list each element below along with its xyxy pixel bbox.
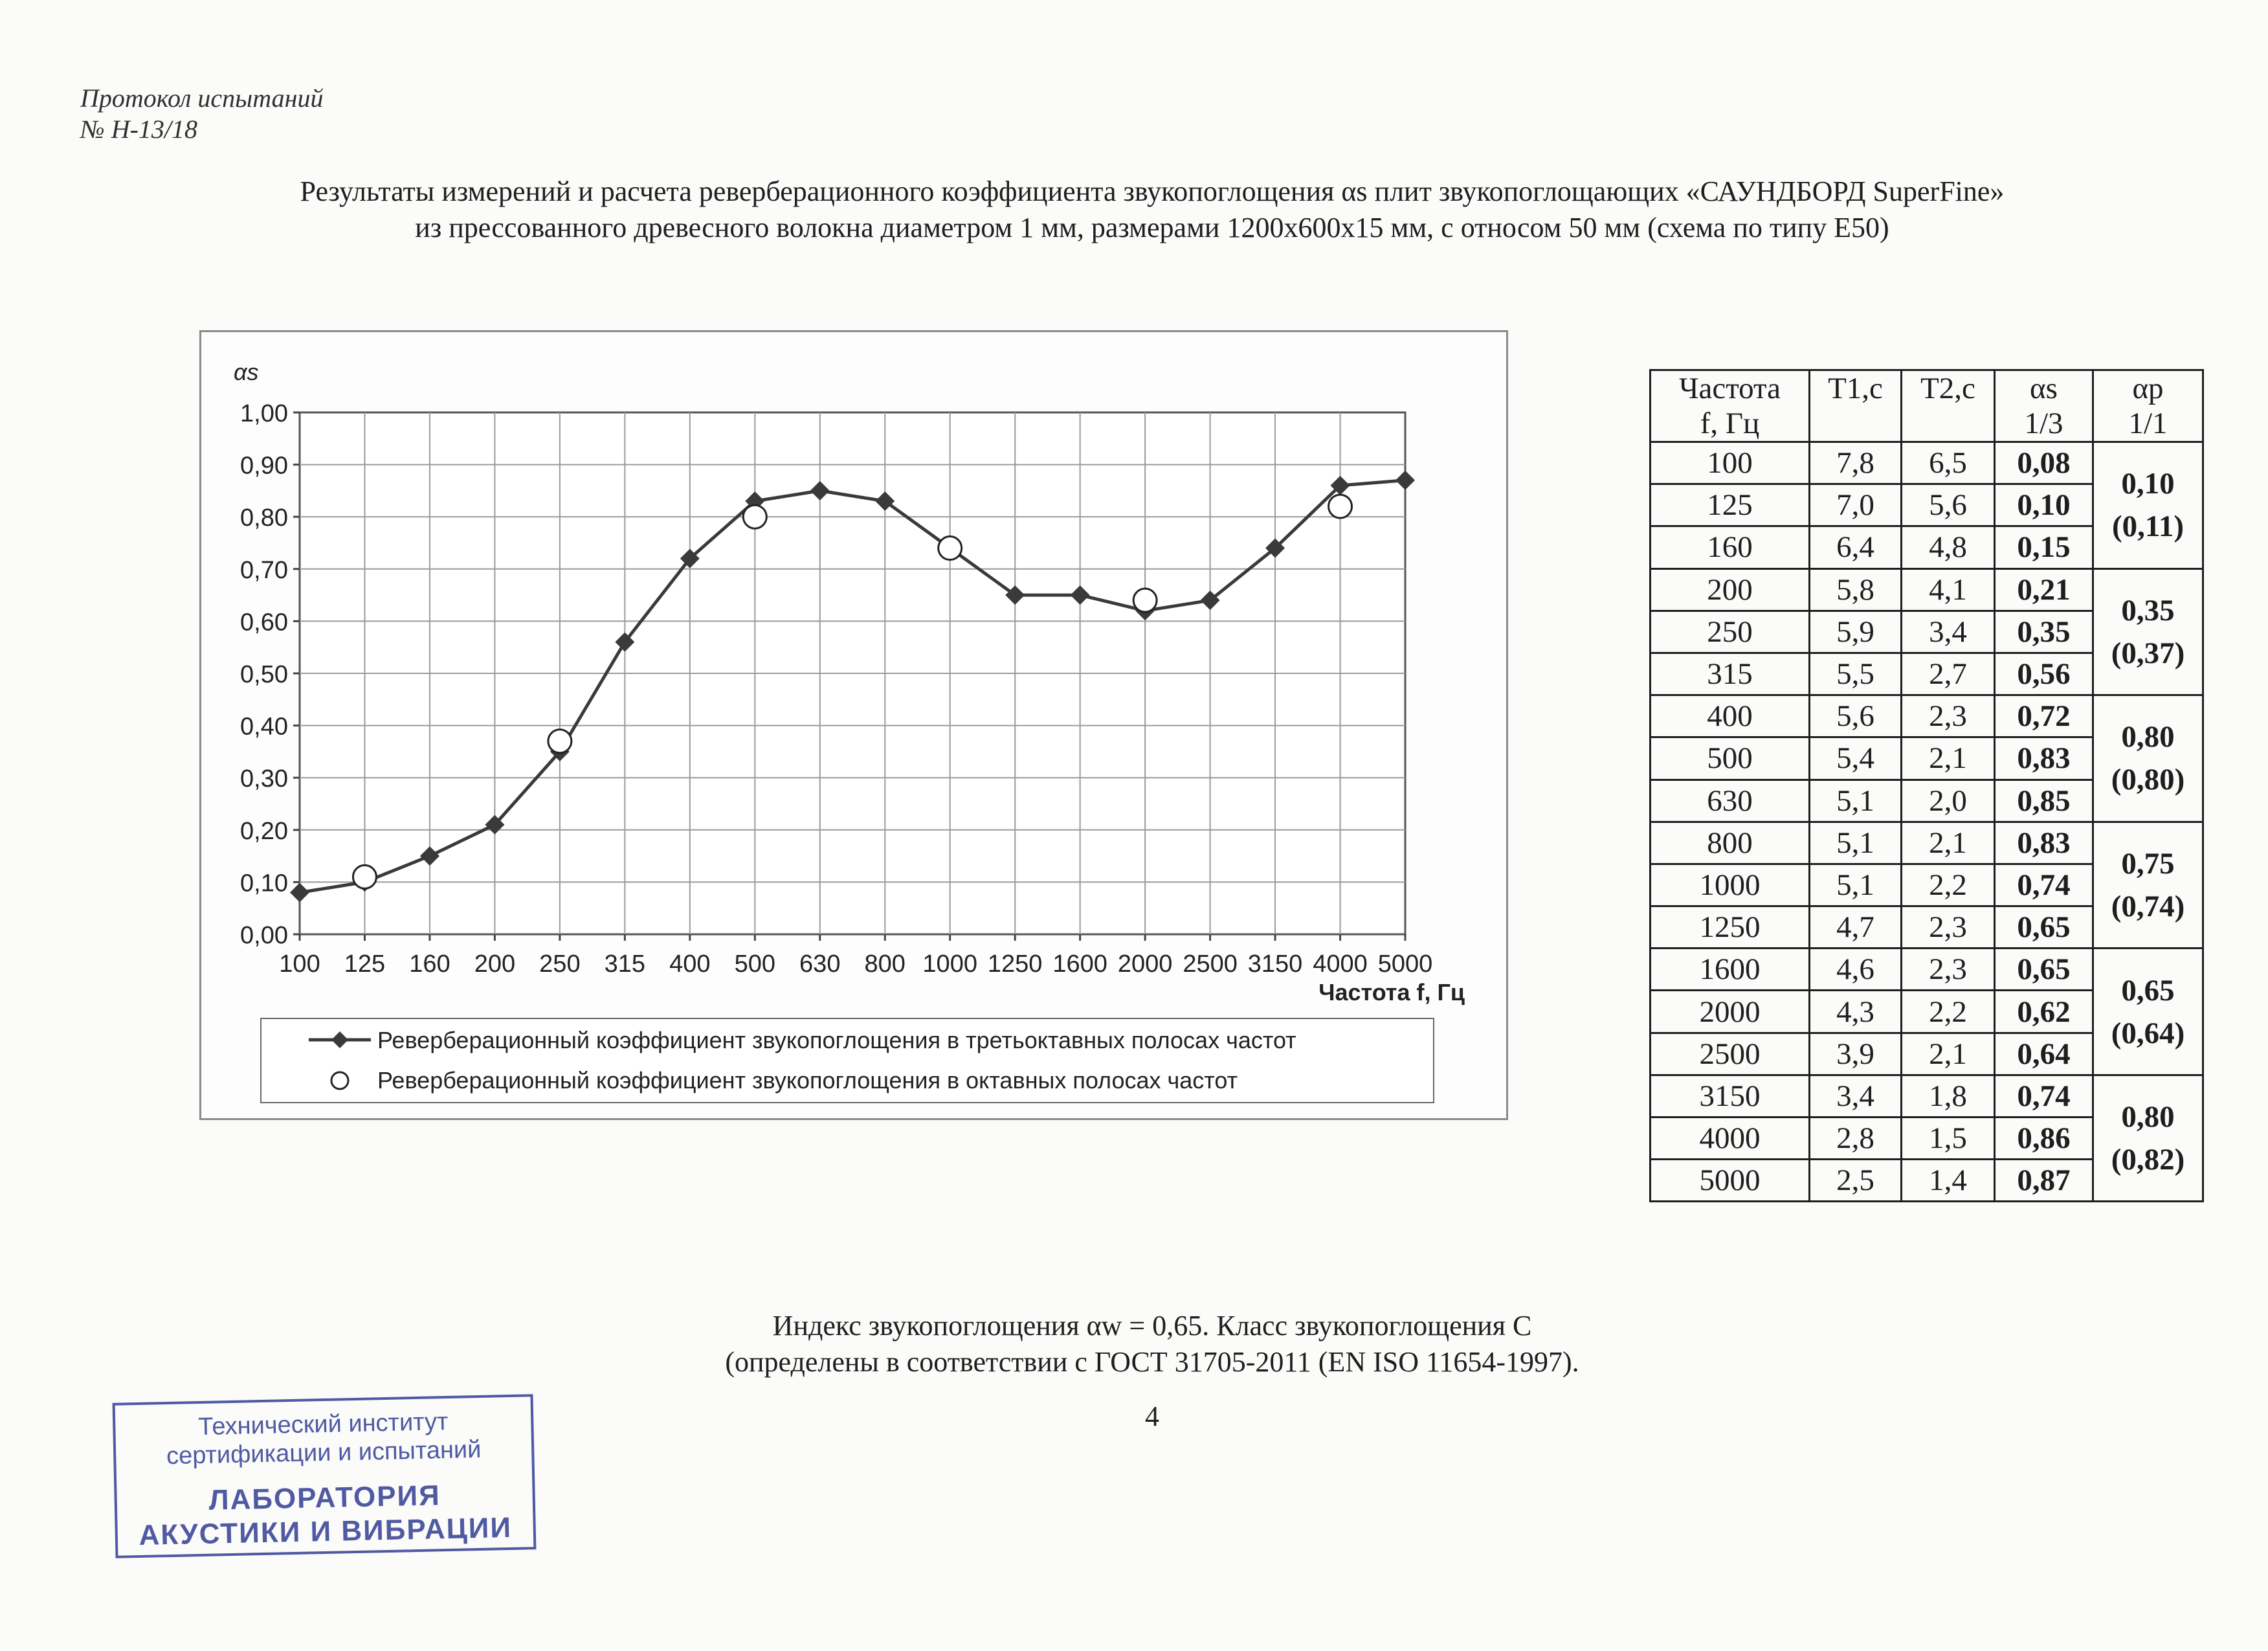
- cell-alpha-p-group: [2093, 822, 2203, 949]
- cell-frequency: 5000: [1651, 1160, 1810, 1202]
- cell-t1: 5,1: [1810, 822, 1902, 864]
- alpha-p-paren: (0,11): [2112, 510, 2184, 544]
- cell-frequency: 1250: [1651, 906, 1810, 949]
- page-number: 4: [1145, 1400, 1159, 1432]
- cell-t1: 2,5: [1810, 1160, 1902, 1202]
- header-t1: T1,c: [1810, 370, 1902, 442]
- y-tick-label: 0,60: [240, 609, 288, 636]
- legend-label-third-octave: Реверберационный коэффициент звукопоглощения в третьоктавных полосах частот: [377, 1027, 1296, 1053]
- x-tick-label: 200: [474, 950, 516, 978]
- cell-t2: 1,5: [1902, 1118, 1995, 1160]
- table-row: [1651, 1075, 2203, 1117]
- cell-alpha-s: 0,65: [1995, 906, 2093, 949]
- table-row: [1651, 949, 2203, 991]
- cell-alpha-s: 0,65: [1995, 949, 2093, 991]
- header-frequency: Частота f, Гц: [1651, 370, 1810, 442]
- x-tick-label: 2000: [1117, 950, 1173, 978]
- x-tick-label: 500: [734, 950, 775, 978]
- cell-alpha-s: 0,62: [1995, 991, 2093, 1033]
- header-alpha-p: αp 1/1: [2093, 370, 2203, 442]
- octave-point: [743, 505, 766, 528]
- alpha-p-paren: (0,80): [2111, 763, 2185, 797]
- cell-t1: 4,6: [1810, 949, 1902, 991]
- cell-alpha-s: 0,56: [1995, 653, 2093, 695]
- alpha-p-paren: (0,74): [2111, 889, 2185, 923]
- measurement-table: [1649, 369, 2204, 1202]
- x-axis-label: Частота f, Гц: [1318, 979, 1465, 1005]
- cell-alpha-p-group: [2093, 695, 2203, 822]
- cell-alpha-s: 0,08: [1995, 442, 2093, 484]
- table-header-row: [1651, 370, 2203, 442]
- cell-frequency: 630: [1651, 780, 1810, 822]
- x-tick-label: 100: [279, 950, 320, 978]
- y-tick-label: 0,10: [240, 870, 288, 897]
- cell-alpha-s: 0,74: [1995, 1075, 2093, 1117]
- octave-point: [548, 730, 572, 753]
- cell-t1: 2,8: [1810, 1118, 1902, 1160]
- cell-t1: 7,8: [1810, 442, 1902, 484]
- cell-t2: 2,0: [1902, 780, 1995, 822]
- cell-t1: 5,1: [1810, 780, 1902, 822]
- cell-frequency: 125: [1651, 484, 1810, 526]
- title-line2: из прессованного древесного волокна диаметром 1 мм, размерами 1200x600x15 мм, с относом 50 мм (схема по типу Е50): [415, 212, 1889, 243]
- cell-alpha-p-group: [2093, 1075, 2203, 1202]
- protocol-header: [80, 83, 323, 145]
- alpha-p-paren: (0,82): [2111, 1143, 2185, 1177]
- x-tick-label: 160: [409, 950, 450, 978]
- cell-t1: 5,4: [1810, 737, 1902, 780]
- protocol-number: № Н-13/18: [80, 115, 198, 144]
- protocol-header-line1: Протокол испытаний: [80, 84, 324, 113]
- table-body: [1651, 442, 2203, 1202]
- x-tick-label: 630: [799, 950, 841, 978]
- cell-frequency: 400: [1651, 695, 1810, 737]
- table-row: [1651, 822, 2203, 864]
- cell-alpha-s: 0,83: [1995, 737, 2093, 780]
- cell-alpha-s: 0,15: [1995, 526, 2093, 568]
- cell-t2: 2,2: [1902, 864, 1995, 906]
- alpha-p-value: 0,80: [2121, 1100, 2175, 1134]
- cell-alpha-s: 0,10: [1995, 484, 2093, 526]
- y-tick-label: 0,90: [240, 452, 288, 480]
- alpha-p-value: 0,10: [2121, 467, 2175, 501]
- cell-t2: 4,8: [1902, 526, 1995, 568]
- table-row: [1651, 695, 2203, 737]
- cell-frequency: 200: [1651, 568, 1810, 611]
- cell-t1: 5,8: [1810, 568, 1902, 611]
- cell-alpha-s: 0,74: [1995, 864, 2093, 906]
- cell-t1: 5,9: [1810, 611, 1902, 653]
- alpha-p-paren: (0,37): [2111, 636, 2185, 670]
- x-tick-label: 3150: [1247, 950, 1303, 978]
- cell-t1: 5,5: [1810, 653, 1902, 695]
- cell-t2: 2,3: [1902, 906, 1995, 949]
- octave-point: [353, 865, 376, 888]
- cell-frequency: 100: [1651, 442, 1810, 484]
- cell-t2: 2,3: [1902, 695, 1995, 737]
- x-tick-label: 4000: [1313, 950, 1368, 978]
- header-alpha-s: αs 1/3: [1995, 370, 2093, 442]
- cell-alpha-s: 0,83: [1995, 822, 2093, 864]
- x-tick-label: 800: [864, 950, 906, 978]
- cell-t1: 3,4: [1810, 1075, 1902, 1117]
- header-t2: T2,c: [1902, 370, 1995, 442]
- cell-frequency: 2500: [1651, 1033, 1810, 1075]
- legend-label-octave: Реверберационный коэффициент звукопоглощения в октавных полосах частот: [377, 1067, 1238, 1094]
- y-tick-label: 0,40: [240, 713, 288, 741]
- y-tick-label: 0,20: [240, 817, 288, 845]
- alpha-p-value: 0,65: [2121, 973, 2175, 1007]
- y-tick-label: 0,50: [240, 661, 288, 688]
- cell-frequency: 250: [1651, 611, 1810, 653]
- y-tick-label: 1,00: [240, 400, 288, 427]
- absorption-chart: [201, 332, 1506, 1118]
- x-tick-label: 1000: [922, 950, 977, 978]
- laboratory-stamp: [113, 1394, 537, 1558]
- octave-point: [1133, 589, 1157, 612]
- cell-t2: 2,3: [1902, 949, 1995, 991]
- stamp-line2: сертификации и испытаний: [166, 1435, 482, 1470]
- legend-circle-marker: [331, 1072, 348, 1089]
- octave-point: [1329, 495, 1352, 518]
- footer-line2: (определены в соответствии с ГОСТ 31705-2011 (EN ISO 11654-1997).: [725, 1346, 1579, 1378]
- cell-alpha-p-group: [2093, 442, 2203, 569]
- cell-t2: 2,2: [1902, 991, 1995, 1033]
- cell-t1: 6,4: [1810, 526, 1902, 568]
- cell-t2: 2,1: [1902, 737, 1995, 780]
- y-tick-label: 0,70: [240, 556, 288, 584]
- footer-line1: Индекс звукопоглощения αw = 0,65. Класс звукопоглощения С: [772, 1310, 1532, 1342]
- chart-frame: [199, 330, 1508, 1120]
- cell-frequency: 315: [1651, 653, 1810, 695]
- cell-t2: 1,4: [1902, 1160, 1995, 1202]
- cell-alpha-s: 0,21: [1995, 568, 2093, 611]
- x-tick-label: 1600: [1052, 950, 1107, 978]
- y-tick-label: 0,00: [240, 922, 288, 949]
- x-tick-label: 2500: [1183, 950, 1238, 978]
- cell-t2: 6,5: [1902, 442, 1995, 484]
- x-tick-label: 125: [344, 950, 386, 978]
- stamp-line3: ЛАБОРАТОРИЯ: [208, 1479, 441, 1516]
- x-tick-label: 400: [669, 950, 711, 978]
- x-tick-label: 250: [539, 950, 581, 978]
- cell-t2: 2,1: [1902, 1033, 1995, 1075]
- cell-t2: 4,1: [1902, 568, 1995, 611]
- table-row: [1651, 568, 2203, 611]
- stamp-line1: Технический институт: [197, 1408, 449, 1441]
- cell-alpha-s: 0,35: [1995, 611, 2093, 653]
- y-tick-label: 0,80: [240, 504, 288, 532]
- stamp-line4: АКУСТИКИ И ВИБРАЦИИ: [139, 1511, 513, 1552]
- document-title: [0, 174, 2268, 246]
- alpha-p-value: 0,35: [2121, 593, 2175, 627]
- cell-t2: 5,6: [1902, 484, 1995, 526]
- cell-t2: 1,8: [1902, 1075, 1995, 1117]
- cell-alpha-s: 0,72: [1995, 695, 2093, 737]
- cell-t1: 4,7: [1810, 906, 1902, 949]
- x-tick-label: 1250: [987, 950, 1043, 978]
- cell-alpha-s: 0,85: [1995, 780, 2093, 822]
- cell-t2: 2,1: [1902, 822, 1995, 864]
- absorption-index-note: [0, 1308, 2268, 1380]
- alpha-p-paren: (0,64): [2111, 1016, 2185, 1050]
- cell-t1: 4,3: [1810, 991, 1902, 1033]
- cell-t2: 2,7: [1902, 653, 1995, 695]
- title-line1: Результаты измерений и расчета реверберационного коэффициента звукопоглощения αs плит звукопоглощающих «САУНДБОРД SuperFine»: [300, 175, 2005, 207]
- cell-frequency: 160: [1651, 526, 1810, 568]
- cell-frequency: 800: [1651, 822, 1810, 864]
- cell-frequency: 1600: [1651, 949, 1810, 991]
- cell-t1: 5,1: [1810, 864, 1902, 906]
- cell-alpha-s: 0,64: [1995, 1033, 2093, 1075]
- cell-alpha-p-group: [2093, 568, 2203, 695]
- cell-t1: 5,6: [1810, 695, 1902, 737]
- cell-frequency: 500: [1651, 737, 1810, 780]
- cell-t1: 3,9: [1810, 1033, 1902, 1075]
- cell-alpha-p-group: [2093, 949, 2203, 1075]
- alpha-p-value: 0,75: [2121, 846, 2175, 881]
- cell-t2: 3,4: [1902, 611, 1995, 653]
- cell-alpha-s: 0,86: [1995, 1118, 2093, 1160]
- cell-t1: 7,0: [1810, 484, 1902, 526]
- alpha-p-value: 0,80: [2121, 720, 2175, 754]
- cell-frequency: 4000: [1651, 1118, 1810, 1160]
- y-axis-label: αs: [234, 359, 259, 385]
- cell-frequency: 1000: [1651, 864, 1810, 906]
- x-tick-label: 5000: [1377, 950, 1433, 978]
- cell-alpha-s: 0,87: [1995, 1160, 2093, 1202]
- cell-frequency: 3150: [1651, 1075, 1810, 1117]
- y-tick-label: 0,30: [240, 765, 288, 793]
- x-tick-label: 315: [604, 950, 646, 978]
- table-row: [1651, 442, 2203, 484]
- cell-frequency: 2000: [1651, 991, 1810, 1033]
- octave-point: [939, 537, 962, 560]
